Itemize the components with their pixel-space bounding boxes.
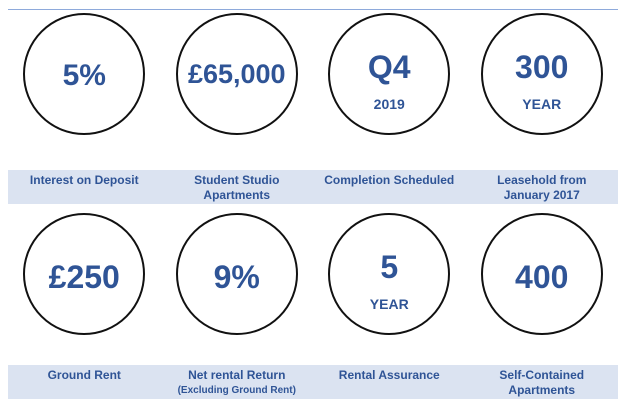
stat-circle [328,213,450,335]
stat-label [8,173,161,188]
stat-label-line1: Student Studio [194,173,280,187]
stat-label-line1: Self-Contained [499,368,585,382]
label-band [8,365,618,399]
stat-subvalue: YEAR [522,96,562,112]
stat-label [466,173,619,203]
stat-circle [328,13,450,135]
stat-subvalue: 2019 [373,96,405,112]
stat-circle [176,13,298,135]
stat-circle [176,213,298,335]
stat-label-line2: January 2017 [503,188,580,202]
stat-label [161,368,314,398]
stat-circle [23,13,145,135]
stat-label [466,368,619,398]
stats-row-1 [8,10,618,215]
stat-label-line1: Ground Rent [47,368,121,382]
stat-circle [481,213,603,335]
stat-label-line1: Leasehold from [497,173,587,187]
stat-value: 5% [62,59,106,92]
stat-label-line1: Interest on Deposit [29,173,139,187]
stat-value: 9% [213,259,260,295]
stat-label-line2: (Excluding Ground Rent) [177,385,296,396]
stat-label-line2: Apartments [508,383,576,397]
stats-row-2 [8,205,618,410]
stat-value: 5 [380,249,399,285]
stat-value: Q4 [367,49,411,85]
stat-circle [23,213,145,335]
stat-value: 300 [515,49,569,85]
stat-label-line1: Completion Scheduled [324,173,455,187]
stat-label [313,173,466,188]
stat-value: £65,000 [187,59,286,89]
stat-label [8,368,161,383]
stat-label-line1: Net rental Return [188,368,286,382]
stat-label [161,173,314,203]
stat-label-line1: Rental Assurance [338,368,440,382]
stat-label-line2: Apartments [203,188,271,202]
stat-subvalue: YEAR [369,296,409,312]
stat-label [313,368,466,383]
stat-value: £250 [48,259,120,295]
label-band [8,170,618,204]
stat-circle [481,13,603,135]
stat-value: 400 [515,259,569,295]
